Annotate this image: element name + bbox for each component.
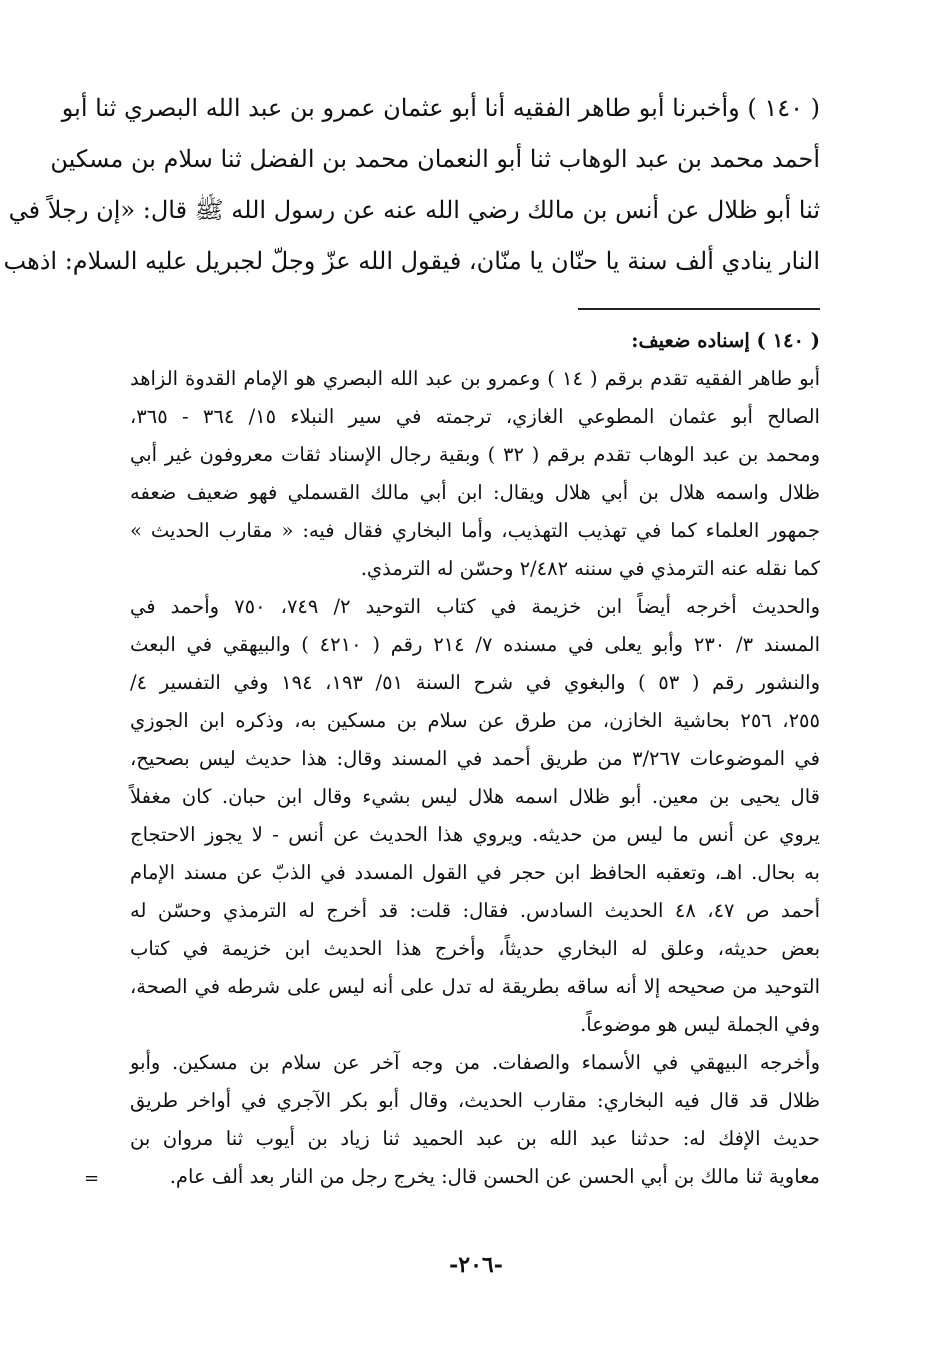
main-text-line: النار ينادي ألف سنة يا حنّان يا منّان، فيقول الله عزّ وجلّ لجبريل عليه السلام: اذهب [3,247,820,275]
footnote-line: قال يحيى بن معين. أبو ظلال اسمه هلال ليس بشيء وقال ابن حبان. كان مغفلاً [130,785,820,808]
footnote-line: التوحيد من صحيحه إلا أنه ساقه بطريقة له تدل على أنه ليس على شرطه في الصحة، [130,975,820,998]
footnote-line: حديث الإفك له: حدثنا عبد الله بن عبد الحميد ثنا زياد بن أيوب ثنا مروان بن [130,1127,820,1150]
footnote-line: ظلال واسمه هلال بن أبي هلال ويقال: ابن أبي مالك القسملي فهو ضعيف ضعفه [130,481,820,504]
footnote-line: في الموضوعات ٣/٢٦٧ من طريق أحمد في المسند وقال: هذا حديث ليس بصحيح، [130,747,821,770]
footnote-line: أحمد ص ٤٧، ٤٨ الحديث السادس. فقال: قلت: قد أخرج له الترمذي وحسّن له [130,899,820,922]
footnote-line: معاوية ثنا مالك بن أبي الحسن عن الحسن قال: يخرج رجل من النار بعد ألف عام. [169,1165,820,1188]
footnote-line: جمهور العلماء كما في تهذيب التهذيب، وأما البخاري فقال فيه: « مقارب الحديث » [130,519,820,542]
footnote-line: الصالح أبو عثمان المطوعي الغازي، ترجمته في سير النبلاء ١٥/ ٣٦٤ - ٣٦٥، [130,405,820,428]
footnote-line: به بحال. اهـ، وتعقبه الحافظ ابن حجر في القول المسدد في الذبّ عن مسند الإمام [130,861,820,884]
page-number: -٢٠٦- [449,1252,503,1278]
footnote-line: والحديث أخرجه أيضاً ابن خزيمة في كتاب التوحيد ٢/ ٧٤٩، ٧٥٠ وأحمد في [130,595,820,618]
footnote-line: أبو طاهر الفقيه تقدم برقم ( ١٤ ) وعمرو بن عبد الله البصري هو الإمام القدوة الزاهد [130,367,820,390]
main-text-line: أحمد محمد بن عبد الوهاب ثنا أبو النعمان محمد بن الفضل ثنا سلام بن مسكين [50,145,820,173]
main-text-line: ثنا أبو ظلال عن أنس بن مالك رضي الله عنه عن رسول الله ﷺ قال: «إن رجلاً في [8,196,820,224]
footnote-line: ظلال قد قال فيه البخاري: مقارب الحديث، وقال أبو بكر الآجري في أواخر طريق [130,1089,820,1112]
footnote-line: كما نقله عنه الترمذي في سننه ٢/٤٨٢ وحسّن له الترمذي. [360,557,820,580]
footnote-divider [578,308,820,310]
footnote-line: ٢٥٥، ٢٥٦ بحاشية الخازن، من طرق عن سلام بن مسكين به، وذكره ابن الجوزي [130,709,820,732]
footnote-line: والنشور رقم ( ٥٣ ) والبغوي في شرح السنة ٥١/ ١٩٣، ١٩٤ وفي التفسير ٤/ [130,671,821,694]
footnote-line: المسند ٣/ ٢٣٠ وأبو يعلى في مسنده ٧/ ٢١٤ رقم ( ٤٢١٠ ) والبيهقي في البعث [130,633,820,656]
footnote-heading: ( ١٤٠ ) إسناده ضعيف: [631,329,820,352]
footnote-line: وفي الجملة ليس هو موضوعاً. [580,1013,820,1036]
margin-mark: = [84,1168,100,1189]
footnote-line: يروي عن أنس ما ليس من حديثه. ويروي هذا الحديث عن أنس - لا يجوز الاحتجاج [130,823,820,846]
footnote-line: ومحمد بن عبد الوهاب تقدم برقم ( ٣٢ ) وبقية رجال الإسناد ثقات معروفون غير أبي [130,443,821,466]
main-text-line: ( ١٤٠ ) وأخبرنا أبو طاهر الفقيه أنا أبو عثمان عمرو بن عبد الله البصري ثنا أبو [61,94,820,122]
footnote-line: بعض حديثه، وعلق له البخاري حديثاً، وأخرج هذا الحديث ابن خزيمة في كتاب [130,937,820,960]
footnote-line: وأخرجه البيهقي في الأسماء والصفات. من وجه آخر عن سلام بن مسكين. وأبو [130,1051,820,1074]
